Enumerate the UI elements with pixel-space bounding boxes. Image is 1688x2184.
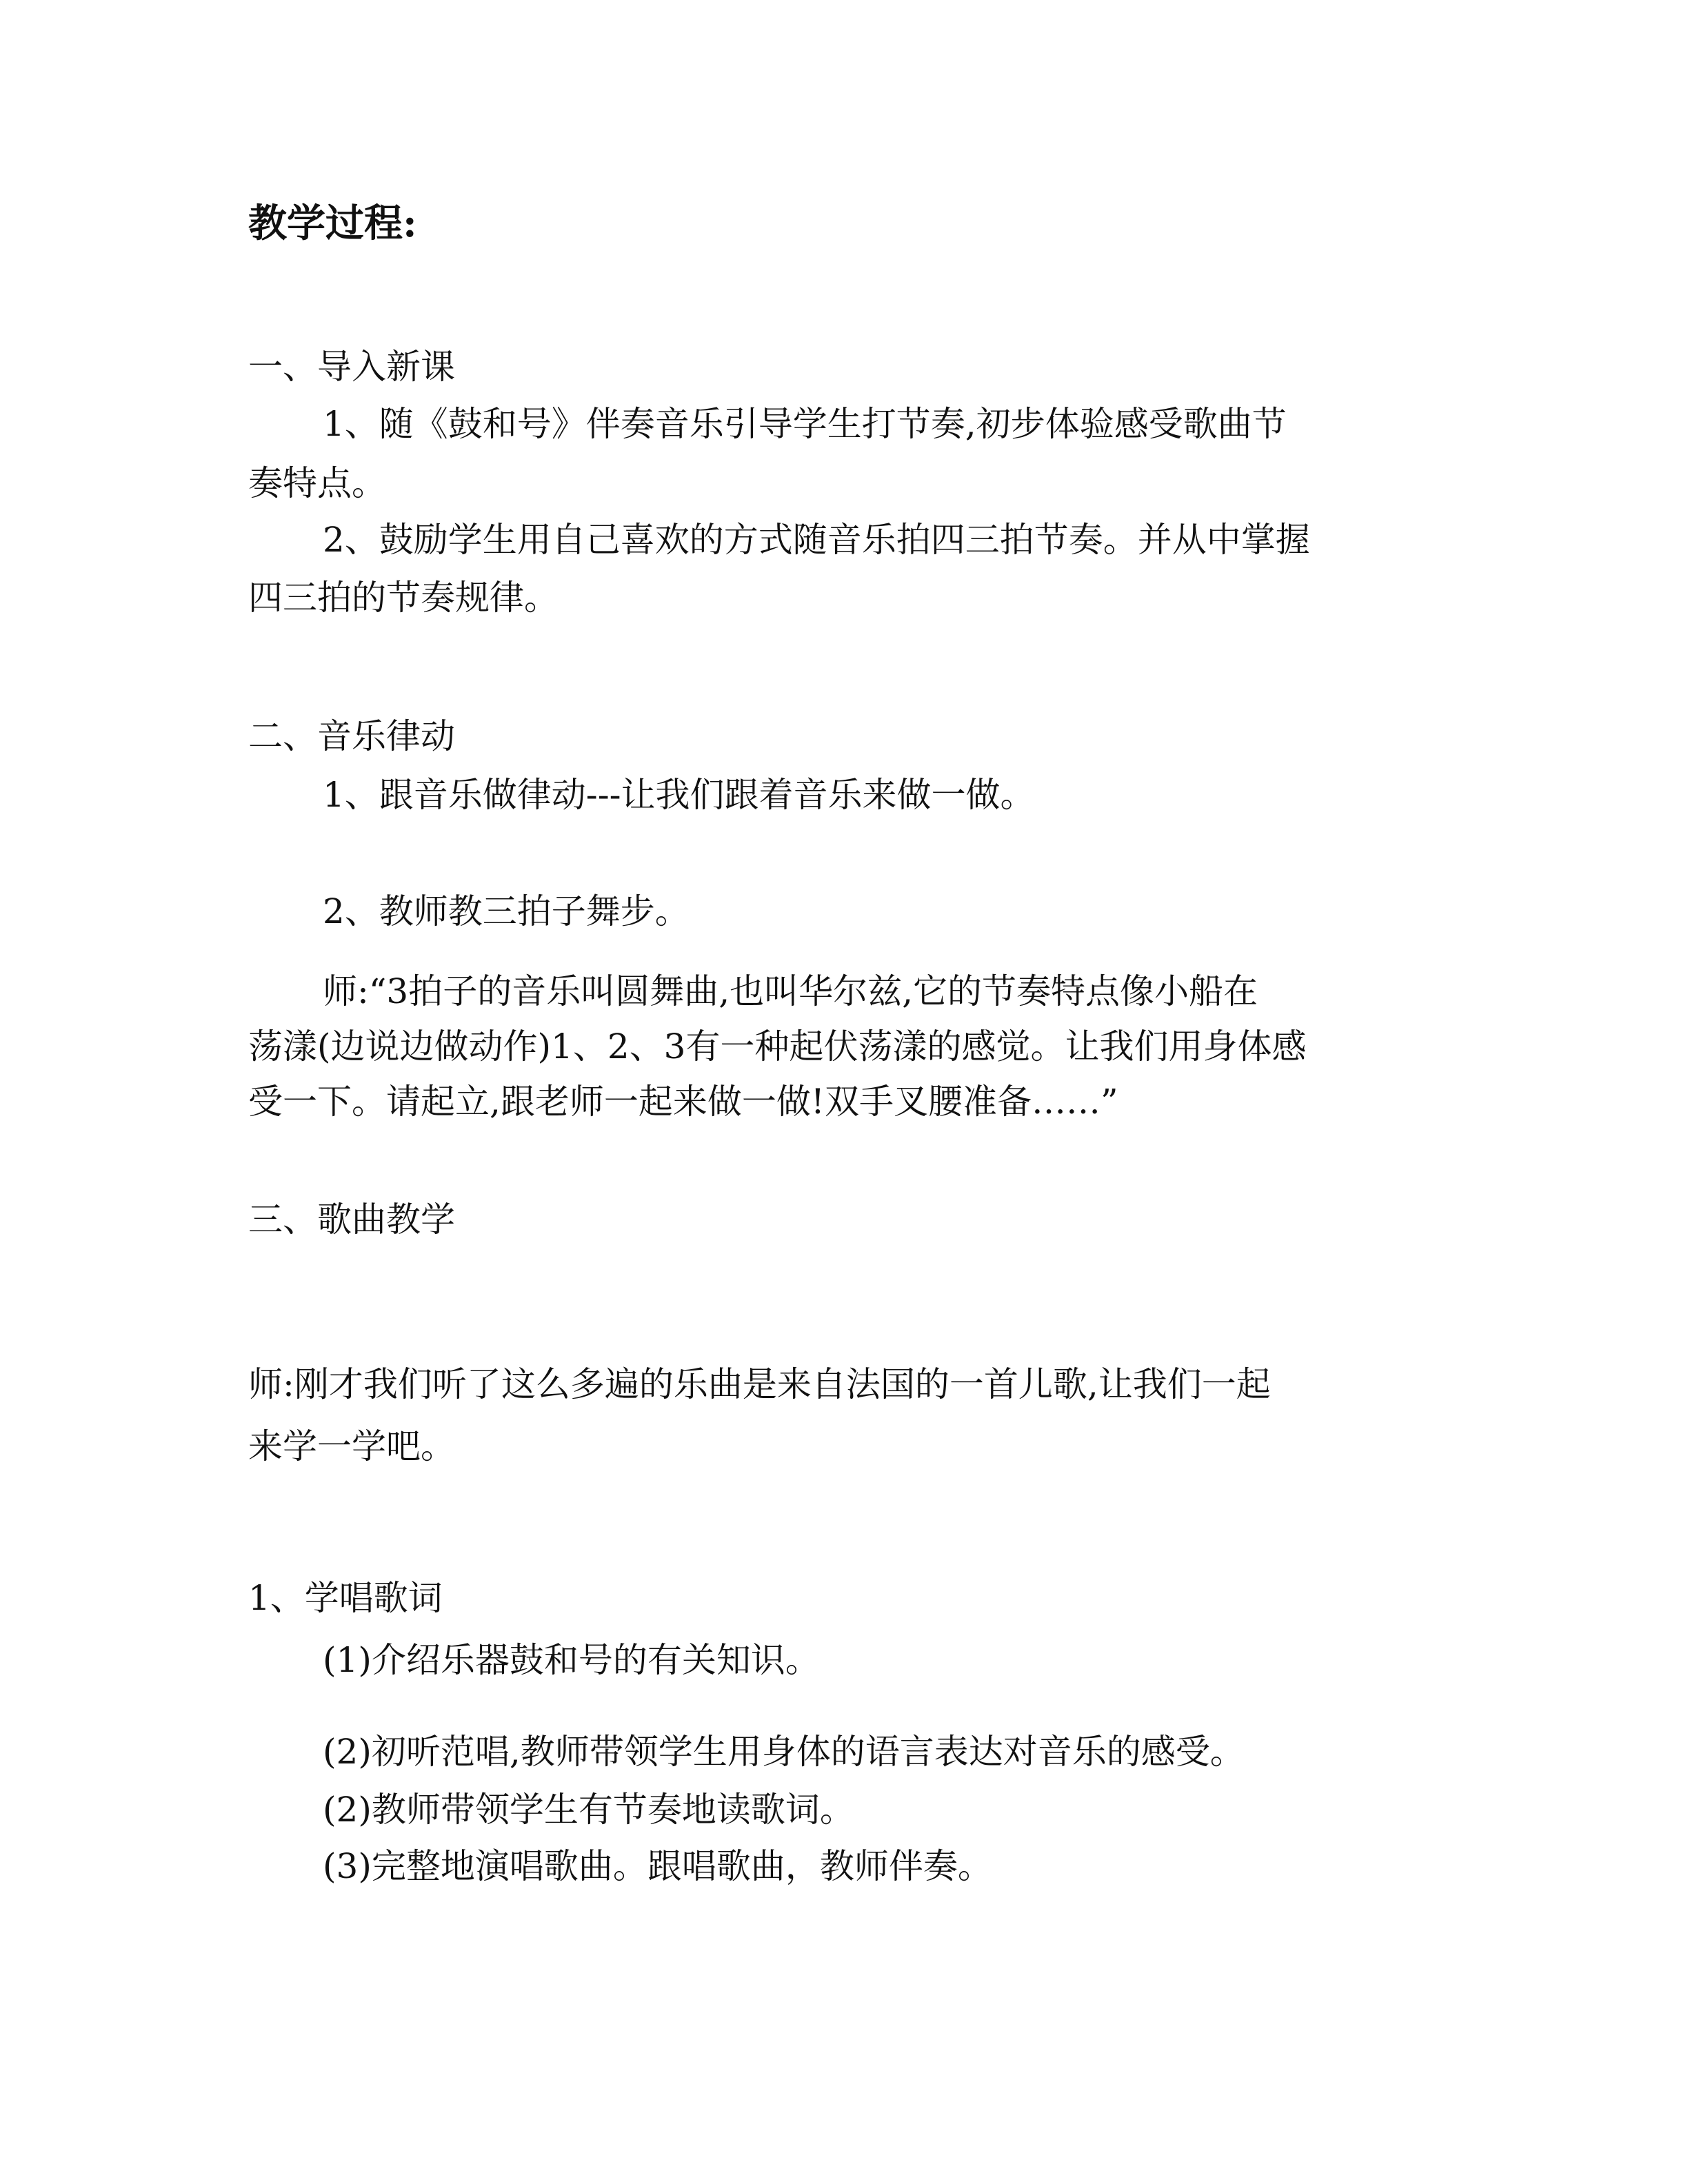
section3-heading: 三、歌曲教学	[248, 1200, 455, 1240]
section2-quote-line2: 荡漾(边说边做动作)1、2、3有一种起伏荡漾的感觉。让我们用身体感	[248, 1027, 1307, 1066]
section1-item1-line2: 奏特点。	[248, 463, 386, 503]
section1-item1-line1: 1、随《鼓和号》伴奏音乐引导学生打节奏,初步体验感受歌曲节	[323, 404, 1287, 444]
section2-item2: 2、教师教三拍子舞步。	[323, 891, 690, 931]
section3-step1: (1)介绍乐器鼓和号的有关知识。	[323, 1640, 820, 1680]
section1-item2-line2: 四三拍的节奏规律。	[248, 578, 559, 618]
section2-item1: 1、跟音乐做律动---让我们跟着音乐来做一做。	[323, 775, 1035, 815]
section3-step2: (2)初听范唱,教师带领学生用身体的语言表达对音乐的感受。	[323, 1732, 1245, 1772]
section2-quote-line1: 师:“3拍子的音乐叫圆舞曲,也叫华尔兹,它的节奏特点像小船在	[323, 971, 1258, 1011]
section3-teacher-line2: 来学一学吧。	[248, 1426, 455, 1466]
section3-sub-heading: 1、学唱歌词	[248, 1578, 443, 1618]
section1-heading: 一、导入新课	[248, 347, 455, 387]
section1-item2-line1: 2、鼓励学生用自己喜欢的方式随音乐拍四三拍节奏。并从中掌握	[323, 520, 1310, 560]
section3-teacher-line1: 师:刚才我们听了这么多遍的乐曲是来自法国的一首儿歌,让我们一起	[248, 1364, 1271, 1404]
section3-step3: (2)教师带领学生有节奏地读歌词。	[323, 1790, 854, 1830]
page-title: 教学过程:	[248, 201, 417, 246]
section2-quote-line3: 受一下。请起立,跟老师一起来做一做!双手叉腰准备……”	[248, 1082, 1118, 1122]
section3-step4: (3)完整地演唱歌曲。跟唱歌曲，教师伴奏。	[323, 1846, 992, 1886]
section2-heading: 二、音乐律动	[248, 716, 455, 756]
